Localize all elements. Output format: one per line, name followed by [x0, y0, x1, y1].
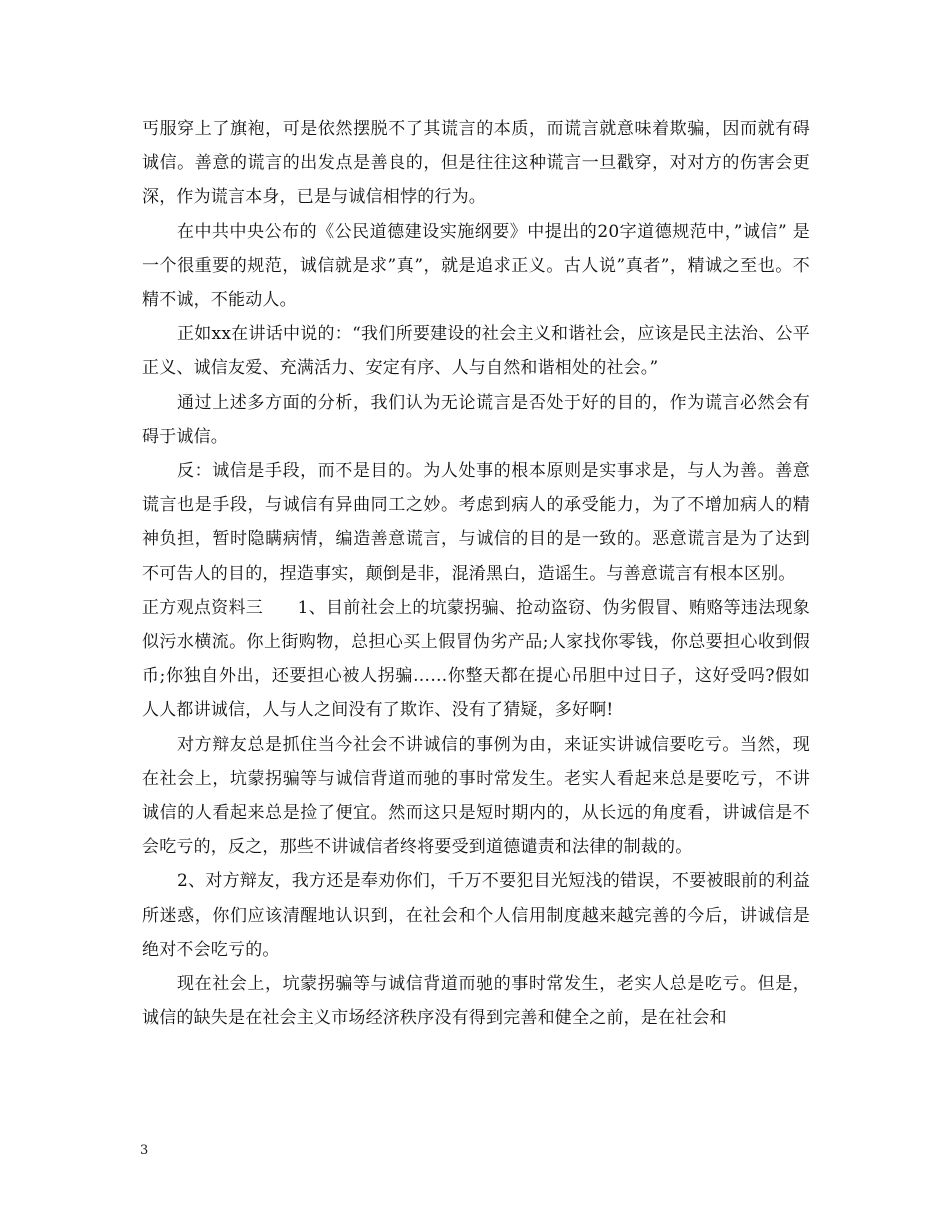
paragraph-speech-quote: 正如xx在讲话中说的：“我们所要建设的社会主义和谐社会，应该是民主法治、公平正义、诚信友爱、充满活力、安定有序、人与自然和谐相处的社会。”: [142, 324, 810, 379]
paragraph-point-two: 2、对方辩友，我方还是奉劝你们，千万不要犯目光短浅的错误，不要被眼前的利益所迷惑，你们应该清醒地认识到，在社会和个人信用制度越来越完善的今后，讲诚信是绝对不会吃亏的。: [142, 871, 810, 960]
page-number: 3: [140, 1143, 149, 1158]
paragraph-opponent-claim: 对方辩友总是抓住当今社会不讲诚信的事例为由，来证实讲诚信要吃亏。当然，现在社会上，坑蒙拐骗等与诚信背道而驰的事时常发生。老实人看起来总是要吃亏，不讲诚信的人看起来总是捡了便宜。然而这只是短时期内的，从长远的角度看，讲诚信是不会吃亏的，反之，那些不讲诚信者终将要受到道德谴责和法律的制裁的。: [142, 734, 810, 858]
paragraph-analysis-conclusion: 通过上述多方面的分析，我们认为无论谎言是否处于好的目的，作为谎言必然会有碍于诚信。: [142, 392, 810, 447]
paragraph-counter-argument: 反：诚信是手段，而不是目的。为人处事的根本原则是实事求是，与人为善。善意谎言也是手段，与诚信有异曲同工之妙。考虑到病人的承受能力，为了不增加病人的精神负担，暂时隐瞒病情，编造善意谎言，与诚信的目的是一致的。恶意谎言是为了达到不可告人的目的，捏造事实，颠倒是非，混淆黑白，造谣生。与善意谎言有根本区别。: [142, 461, 810, 584]
body-text: [142, 112, 810, 1035]
paragraph-current-society: 现在社会上，坑蒙拐骗等与诚信背道而驰的事时常发生，老实人总是吃亏。但是，诚信的缺失是在社会主义市场经济秩序没有得到完善和健全之前，是在社会和: [142, 974, 810, 1029]
paragraph-material-three: 正方观点资料三 1、目前社会上的坑蒙拐骗、抢动盗窃、伪劣假冒、贿赂等违法现象似污水横流。你上街购物，总担心买上假冒伪劣产品;人家找你零钱，你总要担心收到假币;你独自外出，还要担心被人拐骗……你整天都在提心吊胆中过日子，这好受吗?假如人人都讲诚信，人与人之间没有了欺诈、没有了猜疑，多好啊!: [142, 597, 810, 721]
paragraph-moral-code: 在中共中央公布的《公民道德建设实施纲要》中提出的20字道德规范中，”诚信” 是一个很重要的规范，诚信就是求”真”，就是追求正义。古人说”真者”，精诚之至也。不精不诚，不能动人。: [142, 221, 810, 311]
paragraph-continuation: 丐服穿上了旗袍，可是依然摆脱不了其谎言的本质，而谎言就意味着欺骗，因而就有碍诚信。善意的谎言的出发点是善良的，但是往往这种谎言一旦戳穿，对对方的伤害会更深，作为谎言本身，已是与诚信相悖的行为。: [142, 119, 810, 208]
